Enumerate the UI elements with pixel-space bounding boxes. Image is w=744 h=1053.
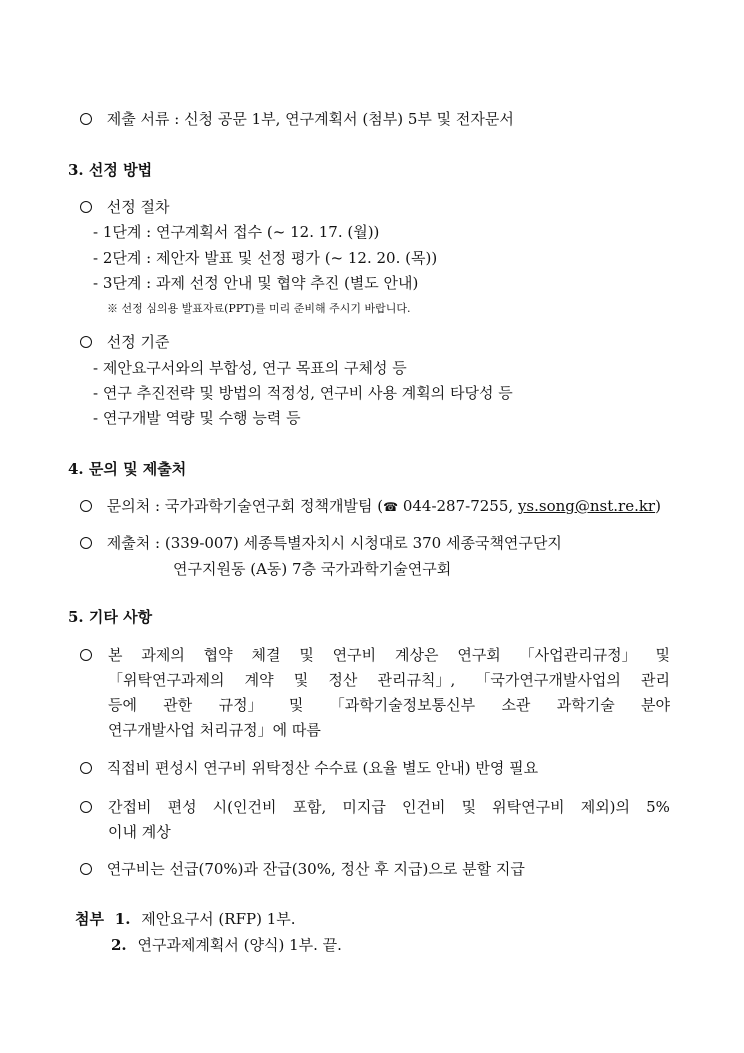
word: 「사업관리규정」 (519, 646, 637, 664)
phone-icon: ☎ (383, 500, 399, 514)
bullet-icon (80, 537, 92, 549)
word: 협약 (203, 646, 233, 664)
criteria-title: 선정 기준 (106, 333, 170, 351)
word: 규정」 (218, 696, 263, 714)
word: 인건비 (401, 798, 446, 816)
word: 정산 (328, 671, 358, 689)
word: 연구비 (332, 646, 377, 664)
criterion-2: - 연구 추진전략 및 방법의 적정성, 연구비 사용 계획의 타당성 등 (93, 384, 513, 402)
etc-item-4 (80, 859, 525, 879)
attachment-text: 연구과제계획서 (양식) 1부. 끝. (137, 936, 342, 954)
attachment-2 (111, 935, 342, 955)
word: 및 (293, 671, 309, 689)
procedure-item (80, 197, 170, 217)
etc-item-3-line2: 이내 계상 (108, 823, 171, 841)
word: 제외)의 (580, 798, 631, 816)
word: 「위탁연구과제의 (108, 671, 225, 689)
attachment-text: 제안요구서 (RFP) 1부. (141, 910, 296, 928)
attachment-1 (75, 909, 296, 929)
etc-item-2-text: 직접비 편성시 연구비 위탁정산 수수료 (요율 별도 안내) 반영 필요 (106, 759, 539, 777)
word: 편성 (167, 798, 197, 816)
word: 「국가연구개발사업의 (475, 671, 621, 689)
criterion-3: - 연구개발 역량 및 수행 능력 등 (93, 409, 301, 427)
bullet-icon (80, 113, 92, 125)
word: 분야 (641, 696, 670, 714)
submit-address-line2: 연구지원동 (A동) 7층 국가과학기술연구회 (173, 560, 452, 578)
etc-item-1-line3 (108, 695, 670, 715)
bullet-icon (80, 801, 92, 813)
word: 소관 (501, 696, 531, 714)
etc-item-1-line2 (108, 670, 670, 690)
word: 위탁연구비 (492, 798, 565, 816)
etc-item-1-line4: 연구개발사업 처리규정」에 따름 (108, 721, 321, 739)
procedure-title: 선정 절차 (106, 198, 170, 216)
criteria-item (80, 332, 170, 352)
word: 체결 (251, 646, 281, 664)
word: 관리규칙」, (377, 671, 456, 689)
phone-number: 044-287-7255, (398, 497, 518, 515)
submit-item (80, 533, 562, 553)
word: 과학기술 (556, 696, 615, 714)
word: 관한 (163, 696, 193, 714)
word: 본 (108, 646, 123, 664)
step-3: - 3단계 : 과제 선정 안내 및 협약 추진 (별도 안내) (93, 274, 419, 292)
word: 시(인건비 (212, 798, 277, 816)
word: 및 (655, 646, 670, 664)
word: 포함, (292, 798, 327, 816)
step-1: - 1단계 : 연구계획서 접수 (~ 12. 17. (월)) (93, 223, 380, 241)
word: 5% (646, 798, 670, 816)
word: 등에 (108, 696, 137, 714)
bullet-icon (80, 336, 92, 348)
submit-address-line1: 제출처 : (339-007) 세종특별자치시 시청대로 370 세종국책연구단지 (106, 534, 562, 552)
section3-heading: 3. 선정 방법 (68, 161, 153, 179)
bullet-icon (80, 863, 92, 875)
attachment-number: 2. (111, 936, 127, 954)
section5-heading: 5. 기타 사항 (68, 608, 153, 626)
word: 계상은 (395, 646, 439, 664)
inquiry-suffix: ) (655, 497, 661, 515)
inquiry-item (80, 496, 661, 517)
etc-item-3 (80, 797, 92, 817)
attachment-label: 첨부 (75, 910, 104, 928)
etc-item-1 (80, 645, 92, 665)
criterion-1: - 제안요구서와의 부합성, 연구 목표의 구체성 등 (93, 359, 407, 377)
etc-item-1-line1 (108, 645, 670, 665)
ppt-note: ※ 선정 심의용 발표자료(PPT)를 미리 준비해 주시기 바랍니다. (107, 302, 411, 315)
inquiry-prefix: 문의처 : 국가과학기술연구회 정책개발팀 ( (106, 497, 384, 515)
etc-item-3-line1 (108, 797, 670, 817)
word: 관리 (641, 671, 670, 689)
etc-item-2 (80, 758, 538, 778)
word: 연구회 (457, 646, 501, 664)
etc-item-4-text: 연구비는 선급(70%)과 잔급(30%, 정산 후 지급)으로 분할 지급 (106, 860, 525, 878)
word: 및 (461, 798, 477, 816)
step-2: - 2단계 : 제안자 발표 및 선정 평가 (~ 12. 20. (목)) (93, 249, 438, 267)
email-link[interactable]: ys.song@nst.re.kr (517, 497, 656, 515)
submission-docs-item (80, 109, 514, 129)
bullet-icon (80, 762, 92, 774)
bullet-icon (80, 649, 92, 661)
section4-heading: 4. 문의 및 제출처 (68, 460, 187, 478)
word: 간접비 (108, 798, 152, 816)
word: 및 (288, 696, 304, 714)
submission-docs-text: 제출 서류 : 신청 공문 1부, 연구계획서 (첨부) 5부 및 전자문서 (106, 110, 514, 128)
word: 및 (299, 646, 314, 664)
word: 계약 (244, 671, 274, 689)
word: 과제의 (141, 646, 185, 664)
bullet-icon (80, 500, 92, 512)
word: 「과학기술정보통신부 (329, 696, 476, 714)
bullet-icon (80, 201, 92, 213)
word: 미지급 (342, 798, 386, 816)
attachment-number: 1. (114, 910, 131, 928)
